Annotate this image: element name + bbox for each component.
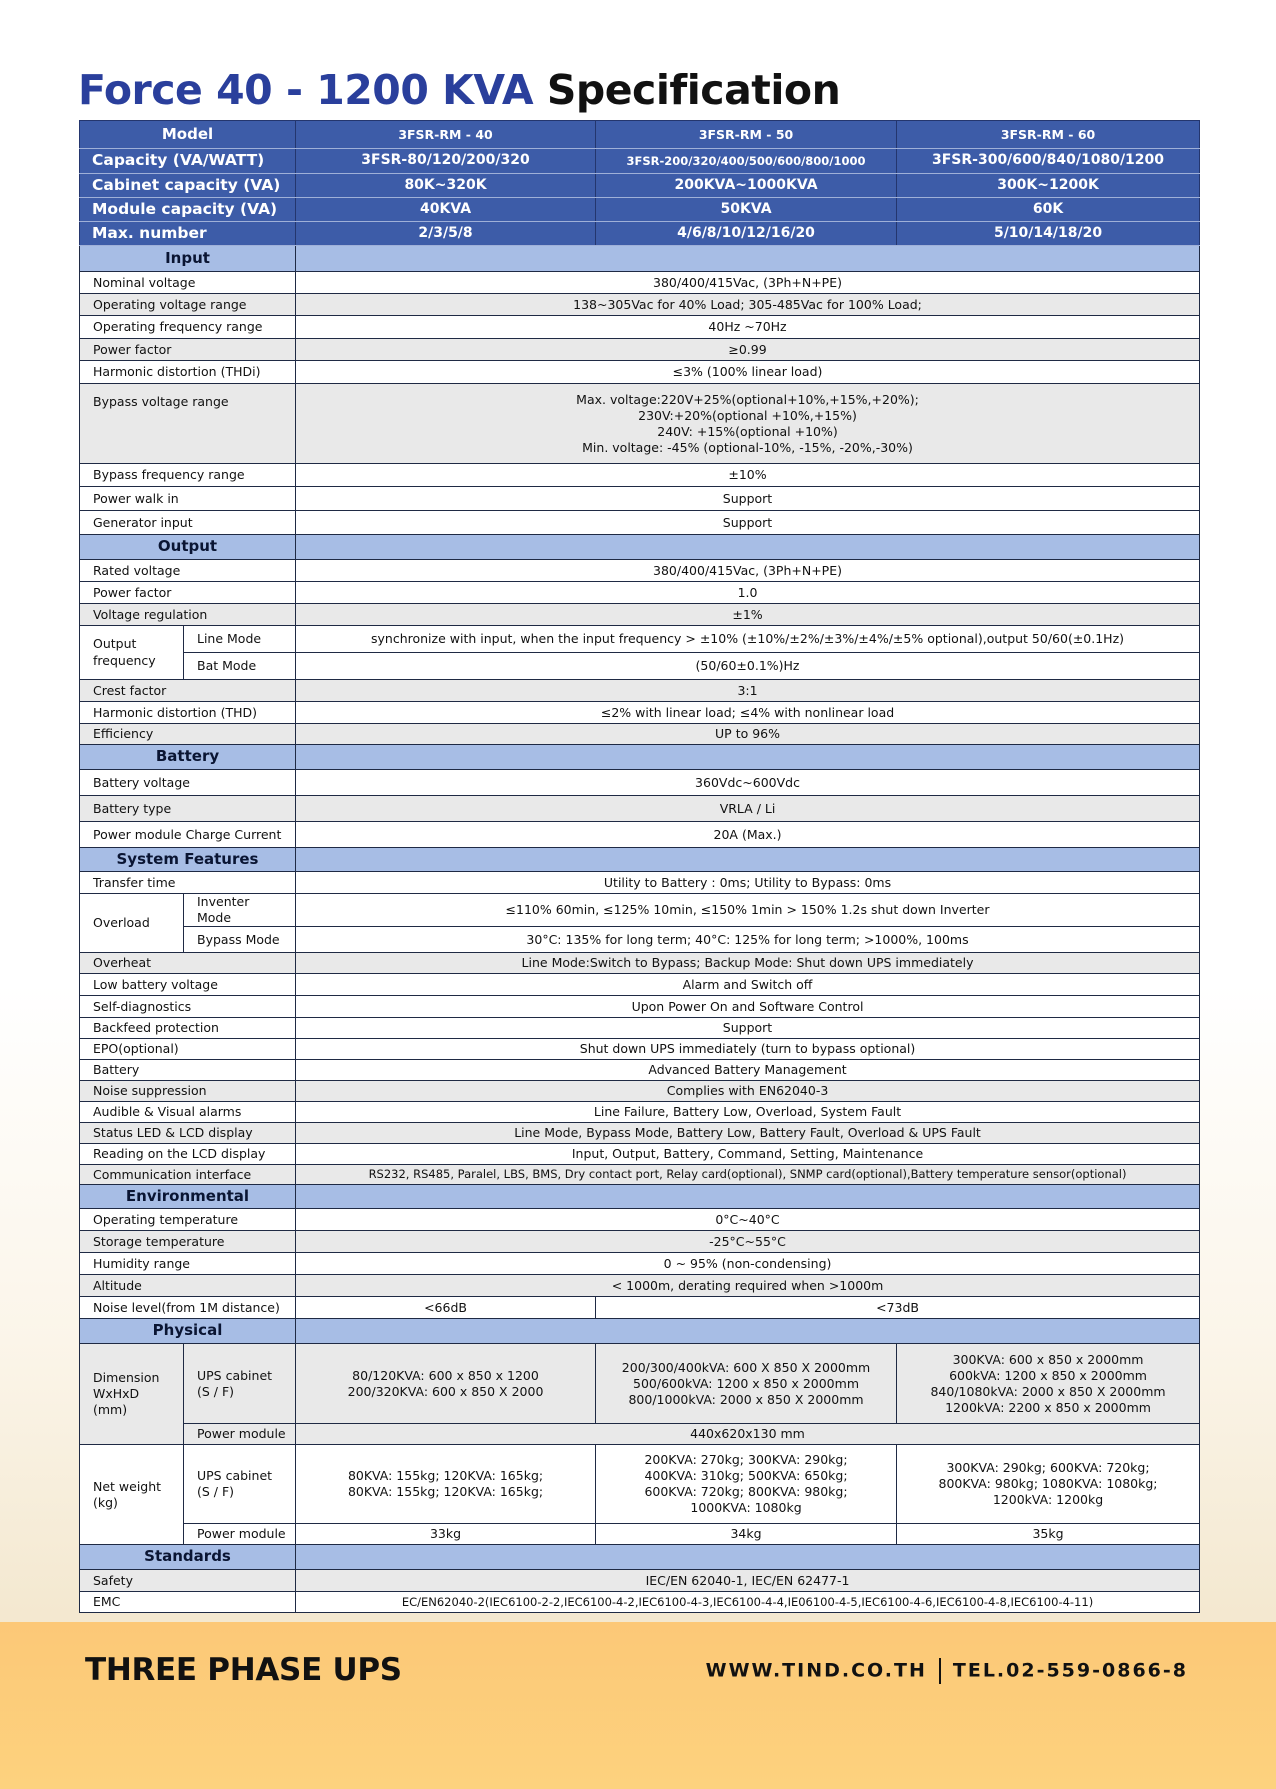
spec-value: synchronize with input, when the input frequency > ±10% (±10%/±2%/±3%/±4%/±5% optional),output 50/60(±0.1Hz) [296, 626, 1200, 653]
spec-row [80, 294, 1200, 316]
spec-row [80, 1060, 1200, 1081]
spec-sublabel: Bypass Mode [184, 927, 296, 953]
spec-label: Audible & Visual alarms [80, 1102, 296, 1123]
spec-row [80, 996, 1200, 1018]
spec-row [80, 953, 1200, 974]
spec-label: Net weight (kg) [80, 1445, 184, 1545]
spec-label: EPO(optional) [80, 1039, 296, 1060]
spec-label: EMC [80, 1592, 296, 1613]
model-50: 3FSR-RM - 50 [596, 121, 897, 149]
section-input [80, 246, 1200, 272]
spec-sublabel: UPS cabinet (S / F) [184, 1445, 296, 1524]
spec-label: Harmonic distortion (THDi) [80, 361, 296, 384]
maxnum-60: 5/10/14/18/20 [897, 222, 1200, 246]
maxnum-label: Max. number [80, 222, 296, 246]
module-label: Module capacity (VA) [80, 198, 296, 222]
header-row-model [80, 121, 1200, 149]
spec-row [80, 1081, 1200, 1102]
spec-row [80, 1297, 1200, 1319]
spec-value: 80KVA: 155kg; 120KVA: 165kg; 80KVA: 155kg; 120KVA: 165kg; [296, 1445, 596, 1524]
spec-value: (50/60±0.1%)Hz [296, 653, 1200, 680]
spec-value: ≤110% 60min, ≤125% 10min, ≤150% 1min > 150% 1.2s shut down Inverter [296, 894, 1200, 927]
spec-label: Battery voltage [80, 770, 296, 796]
spec-row [80, 796, 1200, 822]
spec-value: Utility to Battery : 0ms; Utility to Bypass: 0ms [296, 872, 1200, 894]
spec-label: Altitude [80, 1275, 296, 1297]
spec-row [80, 974, 1200, 996]
spec-label: Overload [80, 894, 184, 953]
spec-value: 3:1 [296, 680, 1200, 702]
spec-value: Line Mode, Bypass Mode, Battery Low, Battery Fault, Overload & UPS Fault [296, 1123, 1200, 1144]
spec-row [80, 560, 1200, 582]
spec-row [80, 1144, 1200, 1165]
spec-value: ≥0.99 [296, 339, 1200, 361]
spec-row [80, 511, 1200, 535]
footer-divider [939, 1658, 941, 1684]
capacity-50: 3FSR-200/320/400/500/600/800/1000 [596, 149, 897, 174]
spec-value: Upon Power On and Software Control [296, 996, 1200, 1018]
section-features [80, 848, 1200, 872]
spec-label: Power module Charge Current [80, 822, 296, 848]
spec-value: Alarm and Switch off [296, 974, 1200, 996]
capacity-label: Capacity (VA/WATT) [80, 149, 296, 174]
spec-value: 80/120KVA: 600 x 850 x 1200 200/320KVA: 600 x 850 X 2000 [296, 1344, 596, 1424]
spec-value: Advanced Battery Management [296, 1060, 1200, 1081]
section-title: Input [80, 246, 296, 272]
cabinet-50: 200KVA~1000KVA [596, 174, 897, 198]
spec-label: Voltage regulation [80, 604, 296, 626]
spec-sublabel: Inventer Mode [184, 894, 296, 927]
header-row-maxnum [80, 222, 1200, 246]
spec-row [80, 1344, 1200, 1424]
spec-value: -25°C~55°C [296, 1231, 1200, 1253]
spec-value: EC/EN62040-2(IEC6100-2-2,IEC6100-4-2,IEC6100-4-3,IEC6100-4-4,IE06100-4-5,IEC6100-4-6,IEC6100-4-8,IEC6100-4-11) [296, 1592, 1200, 1613]
section-environmental [80, 1185, 1200, 1209]
spec-label: Harmonic distortion (THD) [80, 702, 296, 724]
footer-product: THREE PHASE UPS [85, 1652, 402, 1688]
spec-label: Bypass frequency range [80, 464, 296, 487]
spec-label: Safety [80, 1570, 296, 1592]
cabinet-60: 300K~1200K [897, 174, 1200, 198]
spec-row [80, 464, 1200, 487]
spec-row [80, 702, 1200, 724]
spec-value: VRLA / Li [296, 796, 1200, 822]
spec-value: 200KVA: 270kg; 300KVA: 290kg; 400KVA: 310kg; 500KVA: 650kg; 600KVA: 720kg; 800KVA: 980kg; 1000KVA: 1080kg [596, 1445, 897, 1524]
spec-value: 33kg [296, 1524, 596, 1545]
spec-label: Bypass voltage range [80, 384, 296, 464]
spec-row [80, 724, 1200, 745]
spec-value: Complies with EN62040-3 [296, 1081, 1200, 1102]
section-output [80, 535, 1200, 560]
spec-sublabel: Power module [184, 1524, 296, 1545]
spec-row [80, 1592, 1200, 1613]
spec-value: <73dB [596, 1297, 1200, 1319]
spec-label: Power factor [80, 582, 296, 604]
spec-label: Operating frequency range [80, 316, 296, 339]
title-suffix: Specification [546, 66, 841, 114]
spec-value: Input, Output, Battery, Command, Setting, Maintenance [296, 1144, 1200, 1165]
spec-value: IEC/EN 62040-1, IEC/EN 62477-1 [296, 1570, 1200, 1592]
spec-value: Support [296, 1018, 1200, 1039]
spec-label: Operating voltage range [80, 294, 296, 316]
section-title: Output [80, 535, 296, 560]
spec-row [80, 927, 1200, 953]
section-title: System Features [80, 848, 296, 872]
footer-contact [706, 1658, 1188, 1684]
spec-row [80, 582, 1200, 604]
spec-value: 30°C: 135% for long term; 40°C: 125% for long term; >1000%, 100ms [296, 927, 1200, 953]
spec-table [79, 120, 1200, 1613]
spec-value: Line Failure, Battery Low, Overload, System Fault [296, 1102, 1200, 1123]
spec-row [80, 1165, 1200, 1185]
spec-row [80, 272, 1200, 294]
spec-label: Generator input [80, 511, 296, 535]
spec-label: Operating temperature [80, 1209, 296, 1231]
spec-value: ±10% [296, 464, 1200, 487]
maxnum-40: 2/3/5/8 [296, 222, 596, 246]
spec-value: Line Mode:Switch to Bypass; Backup Mode: Shut down UPS immediately [296, 953, 1200, 974]
spec-value: ≤2% with linear load; ≤4% with nonlinear load [296, 702, 1200, 724]
spec-label: Overheat [80, 953, 296, 974]
header-row-module [80, 198, 1200, 222]
footer-phone[interactable]: TEL.02-559-0866-8 [952, 1659, 1188, 1682]
title-product: Force 40 - 1200 KVA [78, 66, 534, 114]
header-row-capacity [80, 149, 1200, 174]
spec-value: Max. voltage:220V+25%(optional+10%,+15%,+20%); 230V:+20%(optional +10%,+15%) 240V: +15%(optional +10%) Min. voltage: -45% (optional-10%, -15%, -20%,-30%) [296, 384, 1200, 464]
spec-value: 440x620x130 mm [296, 1424, 1200, 1445]
spec-value: 138~305Vac for 40% Load; 305-485Vac for 100% Load; [296, 294, 1200, 316]
spec-label: Self-diagnostics [80, 996, 296, 1018]
spec-row [80, 316, 1200, 339]
spec-value: 34kg [596, 1524, 897, 1545]
spec-value: 360Vdc~600Vdc [296, 770, 1200, 796]
model-label: Model [80, 121, 296, 149]
spec-label: Noise suppression [80, 1081, 296, 1102]
spec-row [80, 653, 1200, 680]
spec-label: Humidity range [80, 1253, 296, 1275]
spec-value: Support [296, 511, 1200, 535]
spec-value: 20A (Max.) [296, 822, 1200, 848]
spec-value: 380/400/415Vac, (3Ph+N+PE) [296, 560, 1200, 582]
spec-value: Shut down UPS immediately (turn to bypass optional) [296, 1039, 1200, 1060]
cabinet-label: Cabinet capacity (VA) [80, 174, 296, 198]
spec-value: ≤3% (100% linear load) [296, 361, 1200, 384]
spec-label: Power walk in [80, 487, 296, 511]
spec-row [80, 1123, 1200, 1144]
maxnum-50: 4/6/8/10/12/16/20 [596, 222, 897, 246]
footer-bar [0, 1622, 1276, 1789]
spec-value: ±1% [296, 604, 1200, 626]
spec-label: Nominal voltage [80, 272, 296, 294]
spec-row [80, 1102, 1200, 1123]
spec-label: Noise level(from 1M distance) [80, 1297, 296, 1319]
spec-label: Battery [80, 1060, 296, 1081]
capacity-40: 3FSR-80/120/200/320 [296, 149, 596, 174]
module-50: 50KVA [596, 198, 897, 222]
spec-row [80, 1253, 1200, 1275]
spec-row [80, 1275, 1200, 1297]
spec-sublabel: UPS cabinet (S / F) [184, 1344, 296, 1424]
spec-value: 40Hz ~70Hz [296, 316, 1200, 339]
spec-value: Support [296, 487, 1200, 511]
spec-sublabel: Line Mode [184, 626, 296, 653]
spec-row [80, 1445, 1200, 1524]
page-title [78, 66, 840, 114]
section-title: Standards [80, 1545, 296, 1570]
spec-row [80, 339, 1200, 361]
footer-website[interactable]: WWW.TIND.CO.TH [705, 1659, 927, 1682]
spec-label: Status LED & LCD display [80, 1123, 296, 1144]
spec-label: Rated voltage [80, 560, 296, 582]
spec-label: Crest factor [80, 680, 296, 702]
spec-row [80, 384, 1200, 464]
spec-row [80, 626, 1200, 653]
section-physical [80, 1319, 1200, 1344]
header-row-cabinet [80, 174, 1200, 198]
spec-label: Reading on the LCD display [80, 1144, 296, 1165]
model-60: 3FSR-RM - 60 [897, 121, 1200, 149]
spec-label: Output frequency [80, 626, 184, 680]
spec-value: RS232, RS485, Paralel, LBS, BMS, Dry contact port, Relay card(optional), SNMP card(optional),Battery temperature sensor(optional) [296, 1165, 1200, 1185]
module-40: 40KVA [296, 198, 596, 222]
spec-value: < 1000m, derating required when >1000m [296, 1275, 1200, 1297]
spec-row [80, 1018, 1200, 1039]
spec-value: 380/400/415Vac, (3Ph+N+PE) [296, 272, 1200, 294]
spec-sublabel: Bat Mode [184, 653, 296, 680]
spec-label: Power factor [80, 339, 296, 361]
spec-value: 0 ~ 95% (non-condensing) [296, 1253, 1200, 1275]
spec-row [80, 680, 1200, 702]
spec-label: Battery type [80, 796, 296, 822]
spec-value: 35kg [897, 1524, 1200, 1545]
spec-label: Transfer time [80, 872, 296, 894]
cabinet-40: 80K~320K [296, 174, 596, 198]
spec-row [80, 1570, 1200, 1592]
spec-value: UP to 96% [296, 724, 1200, 745]
spec-row [80, 487, 1200, 511]
spec-row [80, 770, 1200, 796]
spec-sublabel: Power module [184, 1424, 296, 1445]
section-title: Battery [80, 745, 296, 770]
section-title: Physical [80, 1319, 296, 1344]
spec-row [80, 1039, 1200, 1060]
section-title: Environmental [80, 1185, 296, 1209]
spec-row [80, 1209, 1200, 1231]
section-standards [80, 1545, 1200, 1570]
spec-label: Backfeed protection [80, 1018, 296, 1039]
spec-row [80, 361, 1200, 384]
capacity-60: 3FSR-300/600/840/1080/1200 [897, 149, 1200, 174]
spec-value: <66dB [296, 1297, 596, 1319]
spec-label: Low battery voltage [80, 974, 296, 996]
spec-value: 300KVA: 600 x 850 x 2000mm 600kVA: 1200 x 850 x 2000mm 840/1080kVA: 2000 x 850 X 2000mm 1200kVA: 2200 x 850 x 2000mm [897, 1344, 1200, 1424]
spec-row [80, 1231, 1200, 1253]
spec-label: Communication interface [80, 1165, 296, 1185]
module-60: 60K [897, 198, 1200, 222]
spec-row [80, 872, 1200, 894]
spec-label: Efficiency [80, 724, 296, 745]
spec-row [80, 1524, 1200, 1545]
spec-label: Storage temperature [80, 1231, 296, 1253]
section-battery [80, 745, 1200, 770]
spec-value: 0°C~40°C [296, 1209, 1200, 1231]
spec-label: Dimension WxHxD (mm) [80, 1344, 184, 1445]
spec-row [80, 894, 1200, 927]
spec-row [80, 1424, 1200, 1445]
model-40: 3FSR-RM - 40 [296, 121, 596, 149]
spec-value: 200/300/400kVA: 600 X 850 X 2000mm 500/600kVA: 1200 x 850 x 2000mm 800/1000kVA: 2000 x 850 X 2000mm [596, 1344, 897, 1424]
spec-row [80, 604, 1200, 626]
spec-value: 300KVA: 290kg; 600KVA: 720kg; 800KVA: 980kg; 1080KVA: 1080kg; 1200kVA: 1200kg [897, 1445, 1200, 1524]
spec-value: 1.0 [296, 582, 1200, 604]
spec-row [80, 822, 1200, 848]
